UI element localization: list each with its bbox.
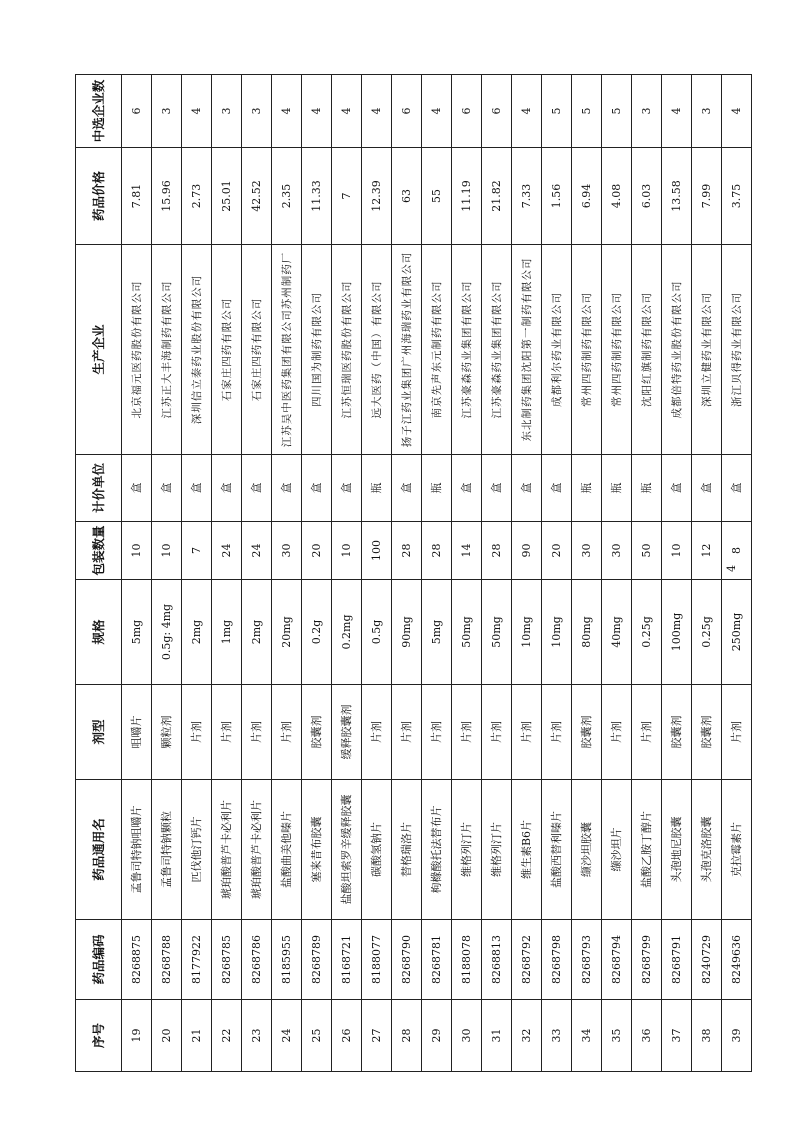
cell-generic-name: 克拉霉素片 [722,780,752,920]
cell-price: 21.82 [482,148,512,245]
cell-generic-name: 维生素B6片 [512,780,542,920]
cell-winning-count: 6 [392,75,422,148]
table-row [362,75,392,1072]
cell-generic-name: 碳酸氢钠片 [362,780,392,920]
table-row [152,75,182,1072]
cell-spec: 0.5g [362,580,392,685]
cell-winning-count: 6 [122,75,152,148]
cell-price: 11.19 [452,148,482,245]
cell-code: 8268813 [482,920,512,1000]
cell-pack-qty: 10 [122,522,152,580]
cell-code: 8188078 [452,920,482,1000]
cell-spec: 40mg [602,580,632,685]
cell-spec: 10mg [542,580,572,685]
cell-generic-name: 头孢地尼胶囊 [662,780,692,920]
cell-unit: 盒 [152,455,182,522]
cell-code: 8185955 [272,920,302,1000]
cell-seq: 23 [242,1000,272,1072]
cell-generic-name: 维格列汀片 [452,780,482,920]
cell-pack-qty: 30 [272,522,302,580]
cell-manufacturer: 深圳立健药业有限公司 [692,245,722,455]
cell-spec: 100mg [662,580,692,685]
table-row [572,75,602,1072]
cell-price: 6.94 [572,148,602,245]
cell-winning-count: 4 [272,75,302,148]
cell-unit: 盒 [662,455,692,522]
cell-spec: 2mg [182,580,212,685]
cell-generic-name: 维格列汀片 [482,780,512,920]
cell-generic-name: 缬沙坦片 [602,780,632,920]
cell-price: 55 [422,148,452,245]
cell-winning-count: 5 [602,75,632,148]
cell-seq: 30 [452,1000,482,1072]
cell-pack-qty: 30 [572,522,602,580]
table-row [482,75,512,1072]
cell-pack-qty: 100 [362,522,392,580]
table-row [272,75,302,1072]
cell-unit: 瓶 [632,455,662,522]
table-row [302,75,332,1072]
cell-dosage-form: 片剂 [632,685,662,780]
cell-seq: 39 [722,1000,752,1072]
cell-seq: 28 [392,1000,422,1072]
cell-seq: 32 [512,1000,542,1072]
cell-winning-count: 4 [332,75,362,148]
cell-pack-qty: 28 [482,522,512,580]
table-row [692,75,722,1072]
cell-dosage-form: 胶囊剂 [692,685,722,780]
cell-winning-count: 3 [692,75,722,148]
cell-seq: 29 [422,1000,452,1072]
cell-spec: 1mg [212,580,242,685]
cell-code: 8268785 [212,920,242,1000]
cell-dosage-form: 片剂 [452,685,482,780]
cell-seq: 22 [212,1000,242,1072]
cell-dosage-form: 片剂 [482,685,512,780]
cell-manufacturer: 南京先声东元制药有限公司 [422,245,452,455]
cell-spec: 5mg [122,580,152,685]
cell-seq: 35 [602,1000,632,1072]
table-row [122,75,152,1072]
cell-dosage-form: 片剂 [602,685,632,780]
cell-price: 42.52 [242,148,272,245]
cell-code: 8188077 [362,920,392,1000]
cell-seq: 31 [482,1000,512,1072]
cell-manufacturer: 浙江贝得药业有限公司 [722,245,752,455]
cell-pack-qty: 28 [392,522,422,580]
cell-manufacturer: 成都利尔药业有限公司 [542,245,572,455]
cell-winning-count: 4 [302,75,332,148]
cell-unit: 盒 [182,455,212,522]
cell-code: 8268792 [512,920,542,1000]
cell-manufacturer: 江苏吴中医药集团有限公司苏州制药厂 [272,245,302,455]
table-header-row [76,75,122,1072]
cell-pack-qty: 14 [452,522,482,580]
cell-spec: 50mg [482,580,512,685]
cell-price: 6.03 [632,148,662,245]
cell-dosage-form: 片剂 [242,685,272,780]
cell-code: 8268798 [542,920,572,1000]
table-row [512,75,542,1072]
cell-unit: 瓶 [362,455,392,522]
cell-seq: 27 [362,1000,392,1072]
cell-spec: 0.2g [302,580,332,685]
cell-price: 7.99 [692,148,722,245]
cell-winning-count: 4 [722,75,752,148]
cell-unit: 盒 [722,455,752,522]
header-seq: 序号 [76,1000,122,1072]
table-row [182,75,212,1072]
cell-winning-count: 4 [512,75,542,148]
cell-generic-name: 盐酸曲美他嗪片 [272,780,302,920]
cell-unit: 盒 [242,455,272,522]
table-row [632,75,662,1072]
cell-generic-name: 头孢克洛胶囊 [692,780,722,920]
cell-unit: 盒 [512,455,542,522]
cell-winning-count: 4 [362,75,392,148]
cell-unit: 盒 [302,455,332,522]
cell-generic-name: 盐酸西替利嗪片 [542,780,572,920]
cell-dosage-form: 片剂 [392,685,422,780]
cell-code: 8268790 [392,920,422,1000]
cell-manufacturer: 常州四药制药有限公司 [602,245,632,455]
cell-unit: 盒 [482,455,512,522]
cell-price: 3.75 [722,148,752,245]
cell-price: 4.08 [602,148,632,245]
cell-code: 8268799 [632,920,662,1000]
cell-manufacturer: 江苏恒瑞医药股份有限公司 [332,245,362,455]
cell-seq: 19 [122,1000,152,1072]
cell-pack-qty: 24 [212,522,242,580]
cell-pack-qty: 24 [242,522,272,580]
table-row [662,75,692,1072]
cell-unit: 瓶 [422,455,452,522]
cell-seq: 37 [662,1000,692,1072]
cell-unit: 盒 [122,455,152,522]
cell-dosage-form: 胶囊剂 [302,685,332,780]
cell-seq: 20 [152,1000,182,1072]
cell-unit: 盒 [392,455,422,522]
header-price: 药品价格 [76,148,122,245]
cell-spec: 80mg [572,580,602,685]
cell-seq: 34 [572,1000,602,1072]
cell-pack-qty: 30 [602,522,632,580]
drug-price-table [75,74,752,1072]
cell-spec: 0.5g: 4mg [152,580,182,685]
cell-price: 7 [332,148,362,245]
cell-unit: 盒 [692,455,722,522]
table-row [542,75,572,1072]
cell-price: 1.56 [542,148,572,245]
cell-pack-qty: 10 [332,522,362,580]
cell-unit: 瓶 [572,455,602,522]
cell-dosage-form: 片剂 [422,685,452,780]
cell-manufacturer: 江苏正大丰海制药有限公司 [152,245,182,455]
cell-generic-name: 孟鲁司特钠颗粒 [152,780,182,920]
header-dosage-form: 剂型 [76,685,122,780]
cell-manufacturer: 深圳信立泰药业股份有限公司 [182,245,212,455]
cell-price: 11.33 [302,148,332,245]
cell-pack-qty: 20 [542,522,572,580]
cell-pack-qty: 10 [152,522,182,580]
cell-manufacturer: 石家庄四药有限公司 [242,245,272,455]
cell-price: 13.58 [662,148,692,245]
header-code: 药品编码 [76,920,122,1000]
cell-seq: 33 [542,1000,572,1072]
cell-manufacturer: 沈阳红旗制药有限公司 [632,245,662,455]
table-row [212,75,242,1072]
drug-price-table-rotated [75,75,745,1072]
cell-spec: 10mg [512,580,542,685]
cell-code: 8249636 [722,920,752,1000]
page-number: 4 [725,565,738,572]
cell-winning-count: 3 [152,75,182,148]
cell-spec: 2mg [242,580,272,685]
header-generic-name: 药品通用名 [76,780,122,920]
cell-price: 7.33 [512,148,542,245]
cell-generic-name: 盐酸坦索罗辛缓释胶囊 [332,780,362,920]
cell-generic-name: 替格瑞洛片 [392,780,422,920]
cell-winning-count: 3 [242,75,272,148]
cell-winning-count: 6 [452,75,482,148]
cell-dosage-form: 缓释胶囊剂 [332,685,362,780]
cell-price: 25.01 [212,148,242,245]
cell-unit: 盒 [452,455,482,522]
cell-code: 8268789 [302,920,332,1000]
cell-pack-qty: 8 [722,522,752,580]
cell-dosage-form: 片剂 [512,685,542,780]
cell-dosage-form: 胶囊剂 [572,685,602,780]
cell-generic-name: 孟鲁司特钠咀嚼片 [122,780,152,920]
cell-code: 8268875 [122,920,152,1000]
cell-price: 15.96 [152,148,182,245]
cell-dosage-form: 胶囊剂 [662,685,692,780]
cell-generic-name: 匹伐他汀钙片 [182,780,212,920]
cell-dosage-form: 片剂 [542,685,572,780]
cell-price: 12.39 [362,148,392,245]
cell-generic-name: 缬沙坦胶囊 [572,780,602,920]
cell-generic-name: 琥珀酸普芦卡必利片 [212,780,242,920]
cell-spec: 90mg [392,580,422,685]
cell-manufacturer: 东北制药集团沈阳第一制药有限公司 [512,245,542,455]
cell-manufacturer: 四川国为制药有限公司 [302,245,332,455]
cell-spec: 5mg [422,580,452,685]
cell-code: 8268791 [662,920,692,1000]
cell-seq: 36 [632,1000,662,1072]
cell-price: 2.35 [272,148,302,245]
cell-generic-name: 塞来昔布胶囊 [302,780,332,920]
cell-dosage-form: 咀嚼片 [122,685,152,780]
header-unit: 计价单位 [76,455,122,522]
cell-spec: 20mg [272,580,302,685]
table-row [422,75,452,1072]
cell-unit: 盒 [332,455,362,522]
cell-manufacturer: 扬子江药业集团广州海瑞药业有限公司 [392,245,422,455]
cell-generic-name: 枸橼酸托法替布片 [422,780,452,920]
cell-spec: 0.25g [632,580,662,685]
cell-unit: 瓶 [602,455,632,522]
cell-pack-qty: 7 [182,522,212,580]
cell-manufacturer: 远大医药（中国）有限公司 [362,245,392,455]
cell-code: 8240729 [692,920,722,1000]
header-pack-qty: 包装数量 [76,522,122,580]
cell-pack-qty: 20 [302,522,332,580]
cell-code: 8268786 [242,920,272,1000]
cell-winning-count: 5 [542,75,572,148]
header-manufacturer: 生产企业 [76,245,122,455]
cell-code: 8268781 [422,920,452,1000]
cell-spec: 0.25g [692,580,722,685]
table-row [602,75,632,1072]
cell-winning-count: 4 [662,75,692,148]
cell-code: 8268793 [572,920,602,1000]
cell-winning-count: 6 [482,75,512,148]
cell-winning-count: 5 [572,75,602,148]
cell-spec: 0.2mg [332,580,362,685]
table-row [332,75,362,1072]
table-row [392,75,422,1072]
cell-manufacturer: 江苏豪森药业集团有限公司 [482,245,512,455]
cell-spec: 250mg [722,580,752,685]
cell-price: 7.81 [122,148,152,245]
cell-generic-name: 琥珀酸普芦卡必利片 [242,780,272,920]
cell-unit: 盒 [212,455,242,522]
cell-winning-count: 4 [422,75,452,148]
cell-seq: 24 [272,1000,302,1072]
cell-manufacturer: 北京福元医药股份有限公司 [122,245,152,455]
cell-winning-count: 3 [632,75,662,148]
cell-pack-qty: 10 [662,522,692,580]
cell-manufacturer: 石家庄四药有限公司 [212,245,242,455]
cell-seq: 21 [182,1000,212,1072]
table-row [452,75,482,1072]
cell-dosage-form: 片剂 [362,685,392,780]
cell-code: 8268788 [152,920,182,1000]
cell-generic-name: 盐酸乙胺丁醇片 [632,780,662,920]
cell-price: 2.73 [182,148,212,245]
cell-price: 63 [392,148,422,245]
table-row [722,75,752,1072]
cell-unit: 盒 [542,455,572,522]
cell-code: 8268794 [602,920,632,1000]
cell-spec: 50mg [452,580,482,685]
header-spec: 规格 [76,580,122,685]
cell-dosage-form: 片剂 [722,685,752,780]
cell-pack-qty: 28 [422,522,452,580]
table-row [242,75,272,1072]
cell-pack-qty: 50 [632,522,662,580]
cell-code: 8177922 [182,920,212,1000]
cell-dosage-form: 片剂 [182,685,212,780]
cell-unit: 盒 [272,455,302,522]
cell-pack-qty: 90 [512,522,542,580]
cell-winning-count: 3 [212,75,242,148]
cell-manufacturer: 常州四药制药有限公司 [572,245,602,455]
cell-code: 8168721 [332,920,362,1000]
cell-dosage-form: 片剂 [212,685,242,780]
cell-dosage-form: 片剂 [272,685,302,780]
cell-pack-qty: 12 [692,522,722,580]
header-winning-count: 中选企业数 [76,75,122,148]
cell-seq: 26 [332,1000,362,1072]
cell-winning-count: 4 [182,75,212,148]
cell-seq: 25 [302,1000,332,1072]
cell-dosage-form: 颗粒剂 [152,685,182,780]
cell-manufacturer: 江苏豪森药业集团有限公司 [452,245,482,455]
cell-seq: 38 [692,1000,722,1072]
cell-manufacturer: 成都倍特药业股份有限公司 [662,245,692,455]
